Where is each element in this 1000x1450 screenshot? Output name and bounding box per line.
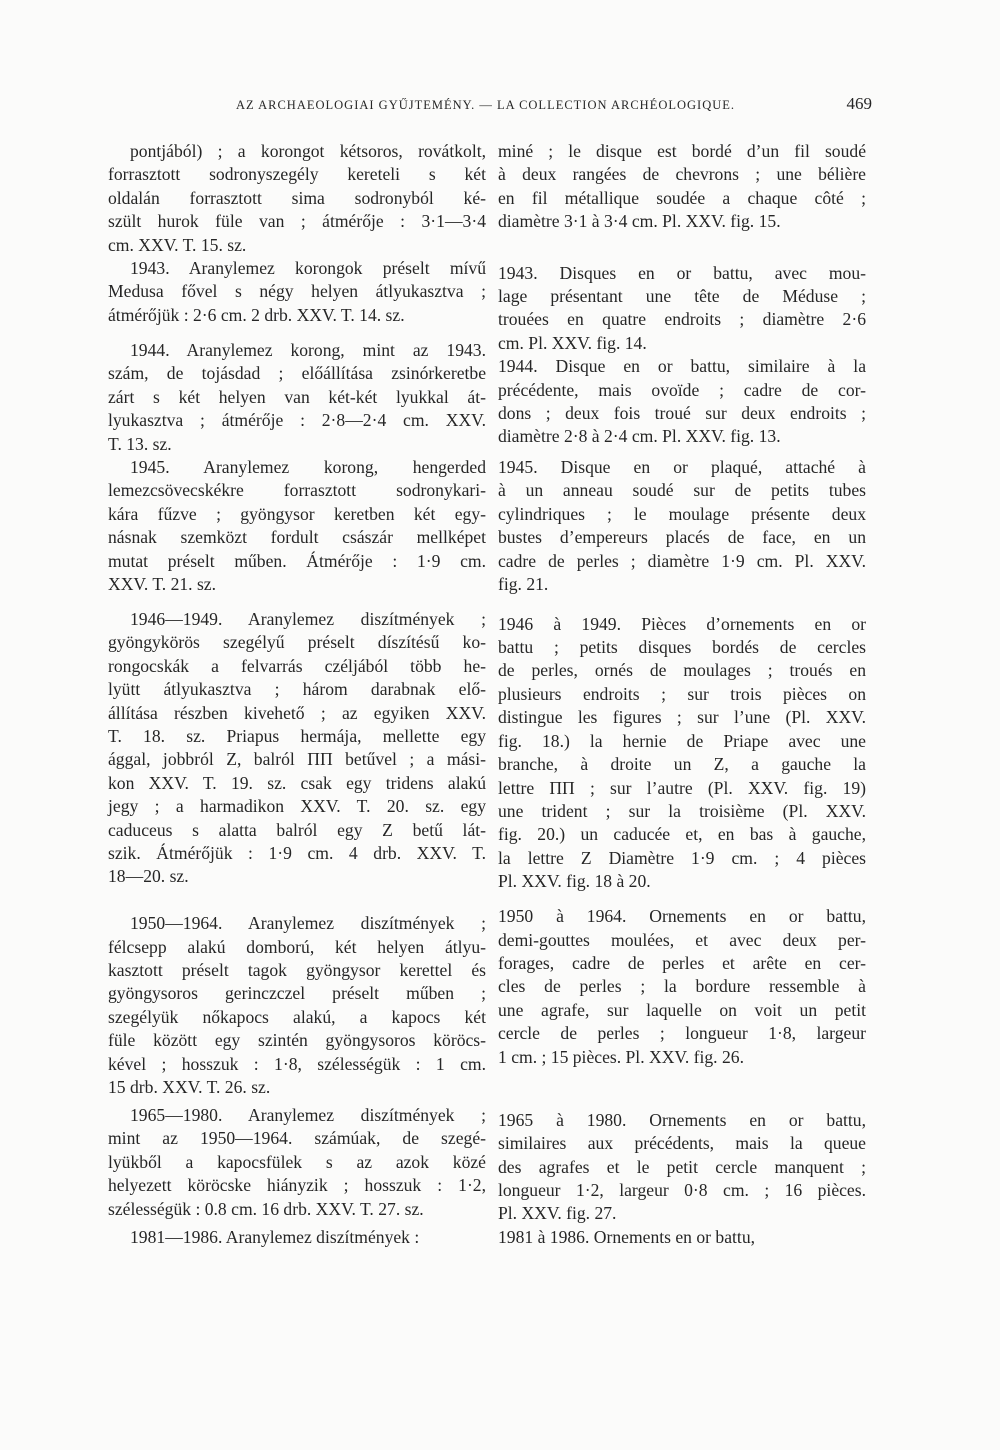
text-line: plusieurs endroits ; sur trois pièces on: [498, 683, 866, 704]
text-line: kével ; hosszuk : 1·8, szélességük : 1 cm.: [108, 1053, 486, 1074]
text-line: 1944. Disque en or battu, similaire à la: [498, 356, 866, 377]
text-line: lettre ΠΠ ; sur l’autre (Pl. XXV. fig. 19): [498, 777, 866, 798]
text-line: jegy ; a harmadikon XXV. T. 20. sz. egy: [108, 796, 486, 817]
text-line: 1965—1980. Aranylemez diszítmények ;: [130, 1105, 486, 1126]
text-line: 1950 à 1964. Ornements en or battu,: [498, 906, 866, 927]
text-line: ággal, jobbról Z, balról ΠΠ betűvel ; a mási-: [108, 749, 486, 770]
text-line: cylindriques ; le moulage présente deux: [498, 503, 866, 524]
text-line: 15 drb. XXV. T. 26. sz.: [108, 1077, 271, 1098]
text-line: állítása részben kivehető ; az egyiken XXV.: [108, 702, 486, 723]
paragraph: [108, 1104, 486, 1221]
paragraph: [108, 608, 486, 889]
text-line: gyöngysoros gerinczczel préselt műben ;: [108, 983, 486, 1004]
text-line: précédente, mais ovoïde ; cadre de cor-: [498, 379, 866, 400]
text-line: battu ; petits disques bordés de cercles: [498, 637, 866, 658]
paragraph: [498, 262, 866, 356]
text-line: Pl. XXV. fig. 18 à 20.: [498, 871, 651, 892]
text-line: 1981 à 1986. Ornements en or battu,: [498, 1226, 756, 1247]
text-line: 1944. Aranylemez korong, mint az 1943.: [130, 339, 486, 360]
text-line: forrasztott sodronyszegély kereteli s két: [108, 164, 486, 185]
text-line: átmérőjük : 2·6 cm. 2 drb. XXV. T. 14. sz.: [108, 304, 405, 325]
text-line: félcsepp alakú domború, két helyen átlyu-: [108, 936, 486, 957]
text-line: cadre de perles ; diamètre 1·9 cm. Pl. XXV.: [498, 550, 866, 571]
text-line: 1945. Disque en or plaqué, attaché à: [498, 456, 866, 477]
text-line: 1965 à 1980. Ornements en or battu,: [498, 1109, 866, 1130]
text-line: mint az 1950—1964. számúak, de szegé-: [108, 1128, 486, 1149]
paragraph: [498, 1226, 866, 1249]
text-line: lyükből a kapocsfülek s az azok közé: [108, 1151, 486, 1172]
text-line: cercle de perles ; longueur 1·8, largeur: [498, 1023, 866, 1044]
text-line: 1981—1986. Aranylemez diszítmények :: [130, 1226, 420, 1247]
text-line: miné ; le disque est bordé d’un fil soudé: [498, 141, 866, 161]
running-title: AZ ARCHAEOLOGIAI GYŰJTEMÉNY. — LA COLLECTION ARCHÉOLOGIQUE.: [236, 98, 736, 112]
text-line: T. 18. sz. Priapus hermája, mellette egy: [108, 726, 486, 747]
text-line: T. 13. sz.: [108, 433, 172, 454]
text-line: 1943. Disques en or battu, avec mou-: [498, 262, 866, 283]
paragraph: [108, 1226, 486, 1249]
text-line: branche, à droite un Z, a gauche la: [498, 754, 866, 775]
text-line: 1946 à 1949. Pièces d’ornements en or: [498, 613, 866, 634]
text-line: násnak szemközt fordult császár mellképet: [108, 527, 486, 548]
text-line: lyütt átlyukasztva ; három darabnak elő-: [108, 679, 486, 700]
text-line: cles de perles ; la bordure ressemble à: [498, 976, 866, 997]
text-line: fig. 21.: [498, 573, 549, 594]
text-line: cm. Pl. XXV. fig. 14.: [498, 332, 647, 353]
paragraph: [498, 1109, 866, 1226]
text-line: 1943. Aranylemez korongok préselt mívű: [130, 258, 486, 278]
text-line: la lettre Z Diamètre 1·9 cm. ; 4 pièces: [498, 847, 866, 868]
paragraph: [108, 257, 486, 327]
text-line: szélességük : 0.8 cm. 16 drb. XXV. T. 27. sz.: [108, 1198, 424, 1219]
text-line: mutat préselt műben. Átmérője : 1·9 cm.: [108, 550, 486, 571]
paragraph: [108, 912, 486, 1099]
text-line: gyöngykörös szegélyű préselt díszítésű ko-: [108, 632, 486, 653]
text-line: demi-gouttes moulées, et avec deux per-: [498, 929, 866, 950]
text-line: szegélyük nőkapocs alakú, a kapocs két: [108, 1006, 486, 1027]
paragraph: [108, 140, 486, 257]
text-line: à un anneau soudé sur de petits tubes: [498, 480, 866, 501]
text-line: zárt s két helyen van két-két lyukkal át-: [108, 386, 486, 407]
text-line: fig. 20.) un caducée et, en bas à gauche,: [498, 824, 866, 845]
text-line: helyezett köröcske hiányzik ; hosszuk : 1·2,: [108, 1175, 486, 1196]
text-line: kára fűzve ; gyöngysor keretben két egy-: [108, 503, 486, 524]
paragraph: [498, 456, 866, 596]
text-line: XXV. T. 21. sz.: [108, 573, 217, 594]
text-line: 1946—1949. Aranylemez diszítmények ;: [130, 609, 486, 629]
text-line: kasztott préselt tagok gyöngysor kerettel és: [108, 960, 486, 980]
text-line: oldalán forrasztott sima sodronyból ké-: [108, 187, 486, 208]
text-line: szám, de tojásdad ; előállítása zsinórkeretbe: [108, 363, 486, 384]
text-line: dons ; deux fois troué sur deux endroits ;: [498, 403, 866, 424]
paragraph: [498, 140, 866, 234]
running-header: [108, 94, 872, 120]
paragraph: [498, 355, 866, 449]
text-line: en fil métallique soudée a chaque côté ;: [498, 187, 866, 208]
text-line: 1945. Aranylemez korong, hengerded: [130, 456, 486, 477]
text-line: similaires aux précédents, mais la queue: [498, 1133, 866, 1154]
text-line: diamètre 3·1 à 3·4 cm. Pl. XXV. fig. 15.: [498, 211, 781, 232]
text-line: lyukasztva ; átmérője : 2·8—2·4 cm. XXV.: [108, 410, 486, 431]
text-line: 1 cm. ; 15 pièces. Pl. XXV. fig. 26.: [498, 1046, 744, 1067]
text-line: forages, cadre de perles et arête en cer-: [498, 952, 866, 973]
paragraph: [498, 905, 866, 1069]
text-line: des agrafes et le petit cercle manquent ;: [498, 1156, 866, 1177]
text-line: à deux rangées de chevrons ; une bélière: [498, 164, 866, 185]
paragraph: [108, 339, 486, 456]
text-line: cm. XXV. T. 15. sz.: [108, 234, 247, 255]
text-line: longueur 1·2, largeur 0·8 cm. ; 16 pièces.: [498, 1179, 866, 1200]
text-line: 18—20. sz.: [108, 866, 189, 887]
text-line: distingue les figures ; sur l’une (Pl. XXV.: [498, 707, 866, 728]
text-line: Medusa fővel s négy helyen átlyukasztva ;: [108, 281, 486, 302]
text-line: caduceus s alatta balról egy Z betű lát-: [108, 819, 486, 840]
text-line: szik. Átmérőjük : 1·9 cm. 4 drb. XXV. T.: [108, 843, 486, 864]
text-line: de perles, ornés de moulages ; troués en: [498, 660, 866, 681]
text-line: kon XXV. T. 19. sz. csak egy tridens alakú: [108, 772, 486, 793]
text-line: bustes d’empereurs placés de face, en un: [498, 527, 866, 548]
text-line: lage présentant une tête de Méduse ;: [498, 286, 866, 307]
text-line: szült hurok füle van ; átmérője : 3·1—3·4: [108, 211, 486, 232]
text-line: füle között egy szintén gyöngysoros köröcs-: [108, 1030, 486, 1051]
paragraph: [498, 613, 866, 894]
text-line: trouées en quatre endroits ; diamètre 2·6: [498, 309, 866, 330]
text-line: Pl. XXV. fig. 27.: [498, 1203, 617, 1224]
text-line: pontjából) ; a korongot kétsoros, rovátkolt,: [130, 141, 486, 161]
page-number: 469: [846, 94, 872, 113]
text-line: diamètre 2·8 à 2·4 cm. Pl. XXV. fig. 13.: [498, 426, 781, 447]
text-line: une trident ; sur la troisième (Pl. XXV.: [498, 800, 866, 821]
text-line: une agrafe, sur laquelle on voit un petit: [498, 999, 866, 1020]
text-line: 1950—1964. Aranylemez diszítmények ;: [130, 913, 486, 934]
paragraph: [108, 456, 486, 596]
text-line: rongocskák a felvarrás czéljából több he-: [108, 655, 486, 676]
text-line: lemezcsövecskékre forrasztott sodronykari-: [108, 480, 486, 501]
text-line: fig. 18.) la hernie de Priape avec une: [498, 730, 866, 751]
